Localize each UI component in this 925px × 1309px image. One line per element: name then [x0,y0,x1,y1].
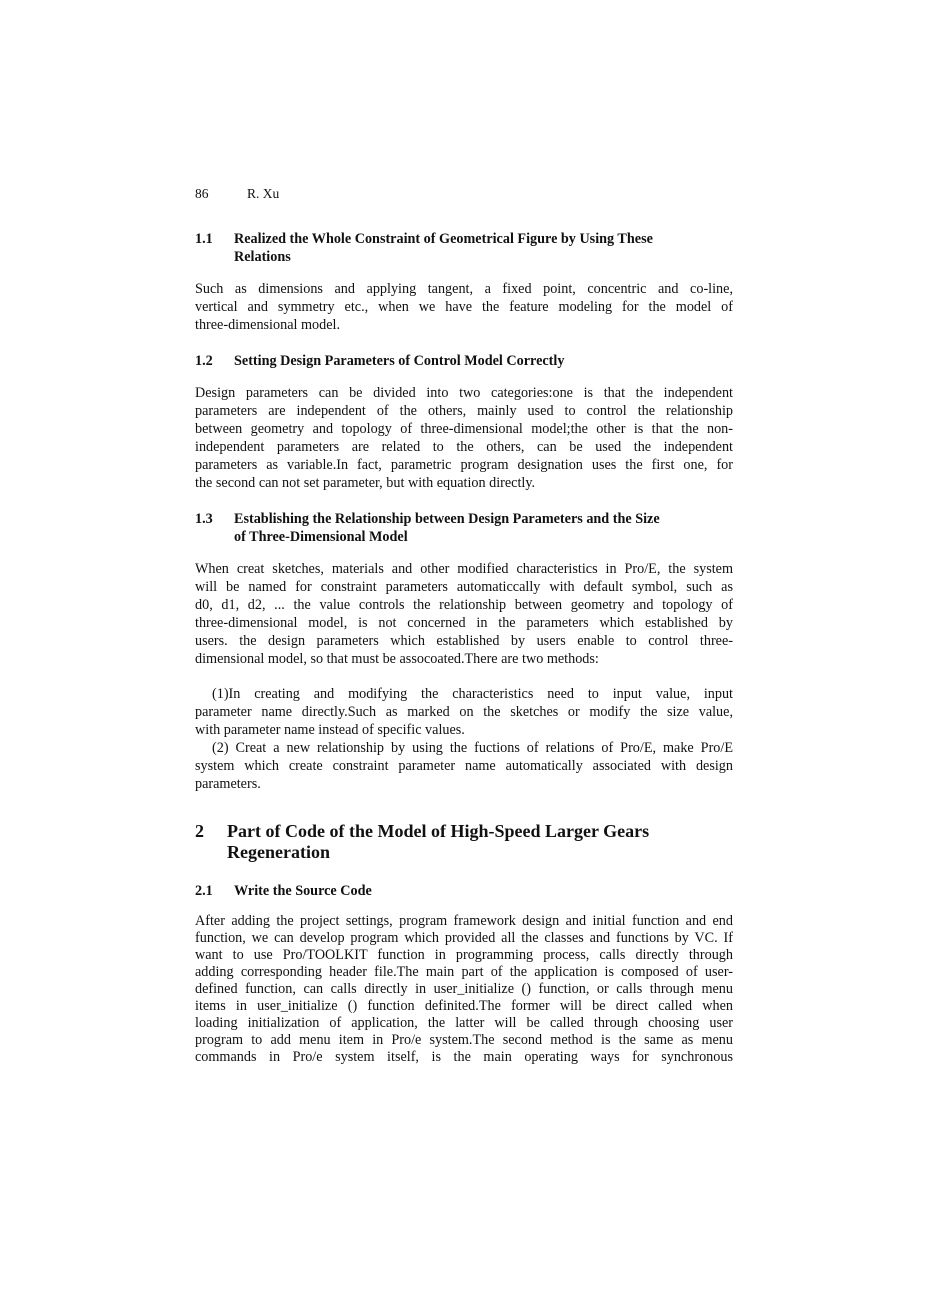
text-line: three-dimensional model. [195,317,340,333]
text-line: parameters. [195,776,261,792]
heading-title-line: Write the Source Code [234,883,372,899]
text-line: d0, d1, d2, ... the value controls the relationship between geometry and topology of [195,597,733,613]
section-heading [195,821,733,863]
paragraph [195,560,733,668]
subsection-heading [195,352,733,370]
heading-title-line: Realized the Whole Constraint of Geometrical Figure by Using These [234,231,653,247]
text-line: the second can not set parameter, but with equation directly. [195,475,536,491]
heading-title-line: Part of Code of the Model of High-Speed Larger Gears [227,821,650,841]
text-line: defined function, can calls directly in user_initialize () function, or calls through menu [195,981,733,997]
heading-number: 1.2 [195,353,213,369]
running-author: R. Xu [247,186,280,201]
subsection-heading [195,882,733,900]
paragraph [195,739,733,793]
text-line: loading initialization of application, the latter will be called through choosing user [195,1015,733,1031]
text-line: want to use Pro/TOOLKIT function in programming process, calls directly through [195,947,733,963]
text-line: When creat sketches, materials and other modified characteristics in Pro/E, the system [195,561,733,577]
subsection-heading [195,510,733,546]
text-line: (1)In creating and modifying the characteristics need to input value, input [212,686,733,702]
page-number: 86 [195,186,209,201]
text-line: parameters are independent of the others, mainly used to control the relationship [195,403,733,419]
text-line: items in user_initialize () function definited.The former will be direct called when [195,998,733,1014]
text-line: adding corresponding header file.The main part of the application is composed of user- [195,964,733,980]
heading-title-line: Establishing the Relationship between Design Parameters and the Size [234,511,660,527]
text-line: function, we can develop program which provided all the classes and functions by VC. If [195,930,733,946]
running-header [195,185,279,203]
text-line: independent parameters are related to the others, can be used the independent [195,439,733,455]
text-line: dimensional model, so that must be assocoated.There are two methods: [195,651,599,667]
text-line: system which create constraint parameter name automatically associated with design [195,758,733,774]
text-line: three-dimensional model, is not concerned in the parameters which established by [195,615,733,631]
text-line: with parameter name instead of specific values. [195,722,465,738]
heading-number: 2 [195,821,204,841]
heading-number: 1.3 [195,511,213,527]
paragraph [195,280,733,334]
text-line: Design parameters can be divided into two categories:one is that the independent [195,385,733,401]
text-line: program to add menu item in Pro/e system.The second method is the same as menu [195,1032,733,1048]
text-line: commands in Pro/e system itself, is the main operating ways for synchronous [195,1049,733,1065]
text-line: vertical and symmetry etc., when we have the feature modeling for the model of [195,299,733,315]
heading-title-line: of Three-Dimensional Model [234,529,408,545]
heading-title-line: Relations [234,249,291,265]
text-line: After adding the project settings, program framework design and initial function and end [195,913,733,929]
heading-title-line: Setting Design Parameters of Control Model Correctly [234,353,565,369]
heading-number: 1.1 [195,231,213,247]
text-line: Such as dimensions and applying tangent, a fixed point, concentric and co-line, [195,281,733,297]
paragraph [195,384,733,492]
text-line: parameters as variable.In fact, parametric program designation uses the first one, for [195,457,733,473]
heading-number: 2.1 [195,883,213,899]
text-line: (2) Creat a new relationship by using the fuctions of relations of Pro/E, make Pro/E [212,740,733,756]
subsection-heading [195,230,733,266]
paragraph [195,913,733,1066]
text-line: between geometry and topology of three-dimensional model;the other is that the non- [195,421,733,437]
text-line: will be named for constraint parameters automaticcally with default symbol, such as [195,579,733,595]
text-line: users. the design parameters which established by users enable to control three- [195,633,733,649]
paragraph [195,685,733,739]
heading-title-line: Regeneration [227,842,330,862]
text-line: parameter name directly.Such as marked on the sketches or modify the size value, [195,704,733,720]
